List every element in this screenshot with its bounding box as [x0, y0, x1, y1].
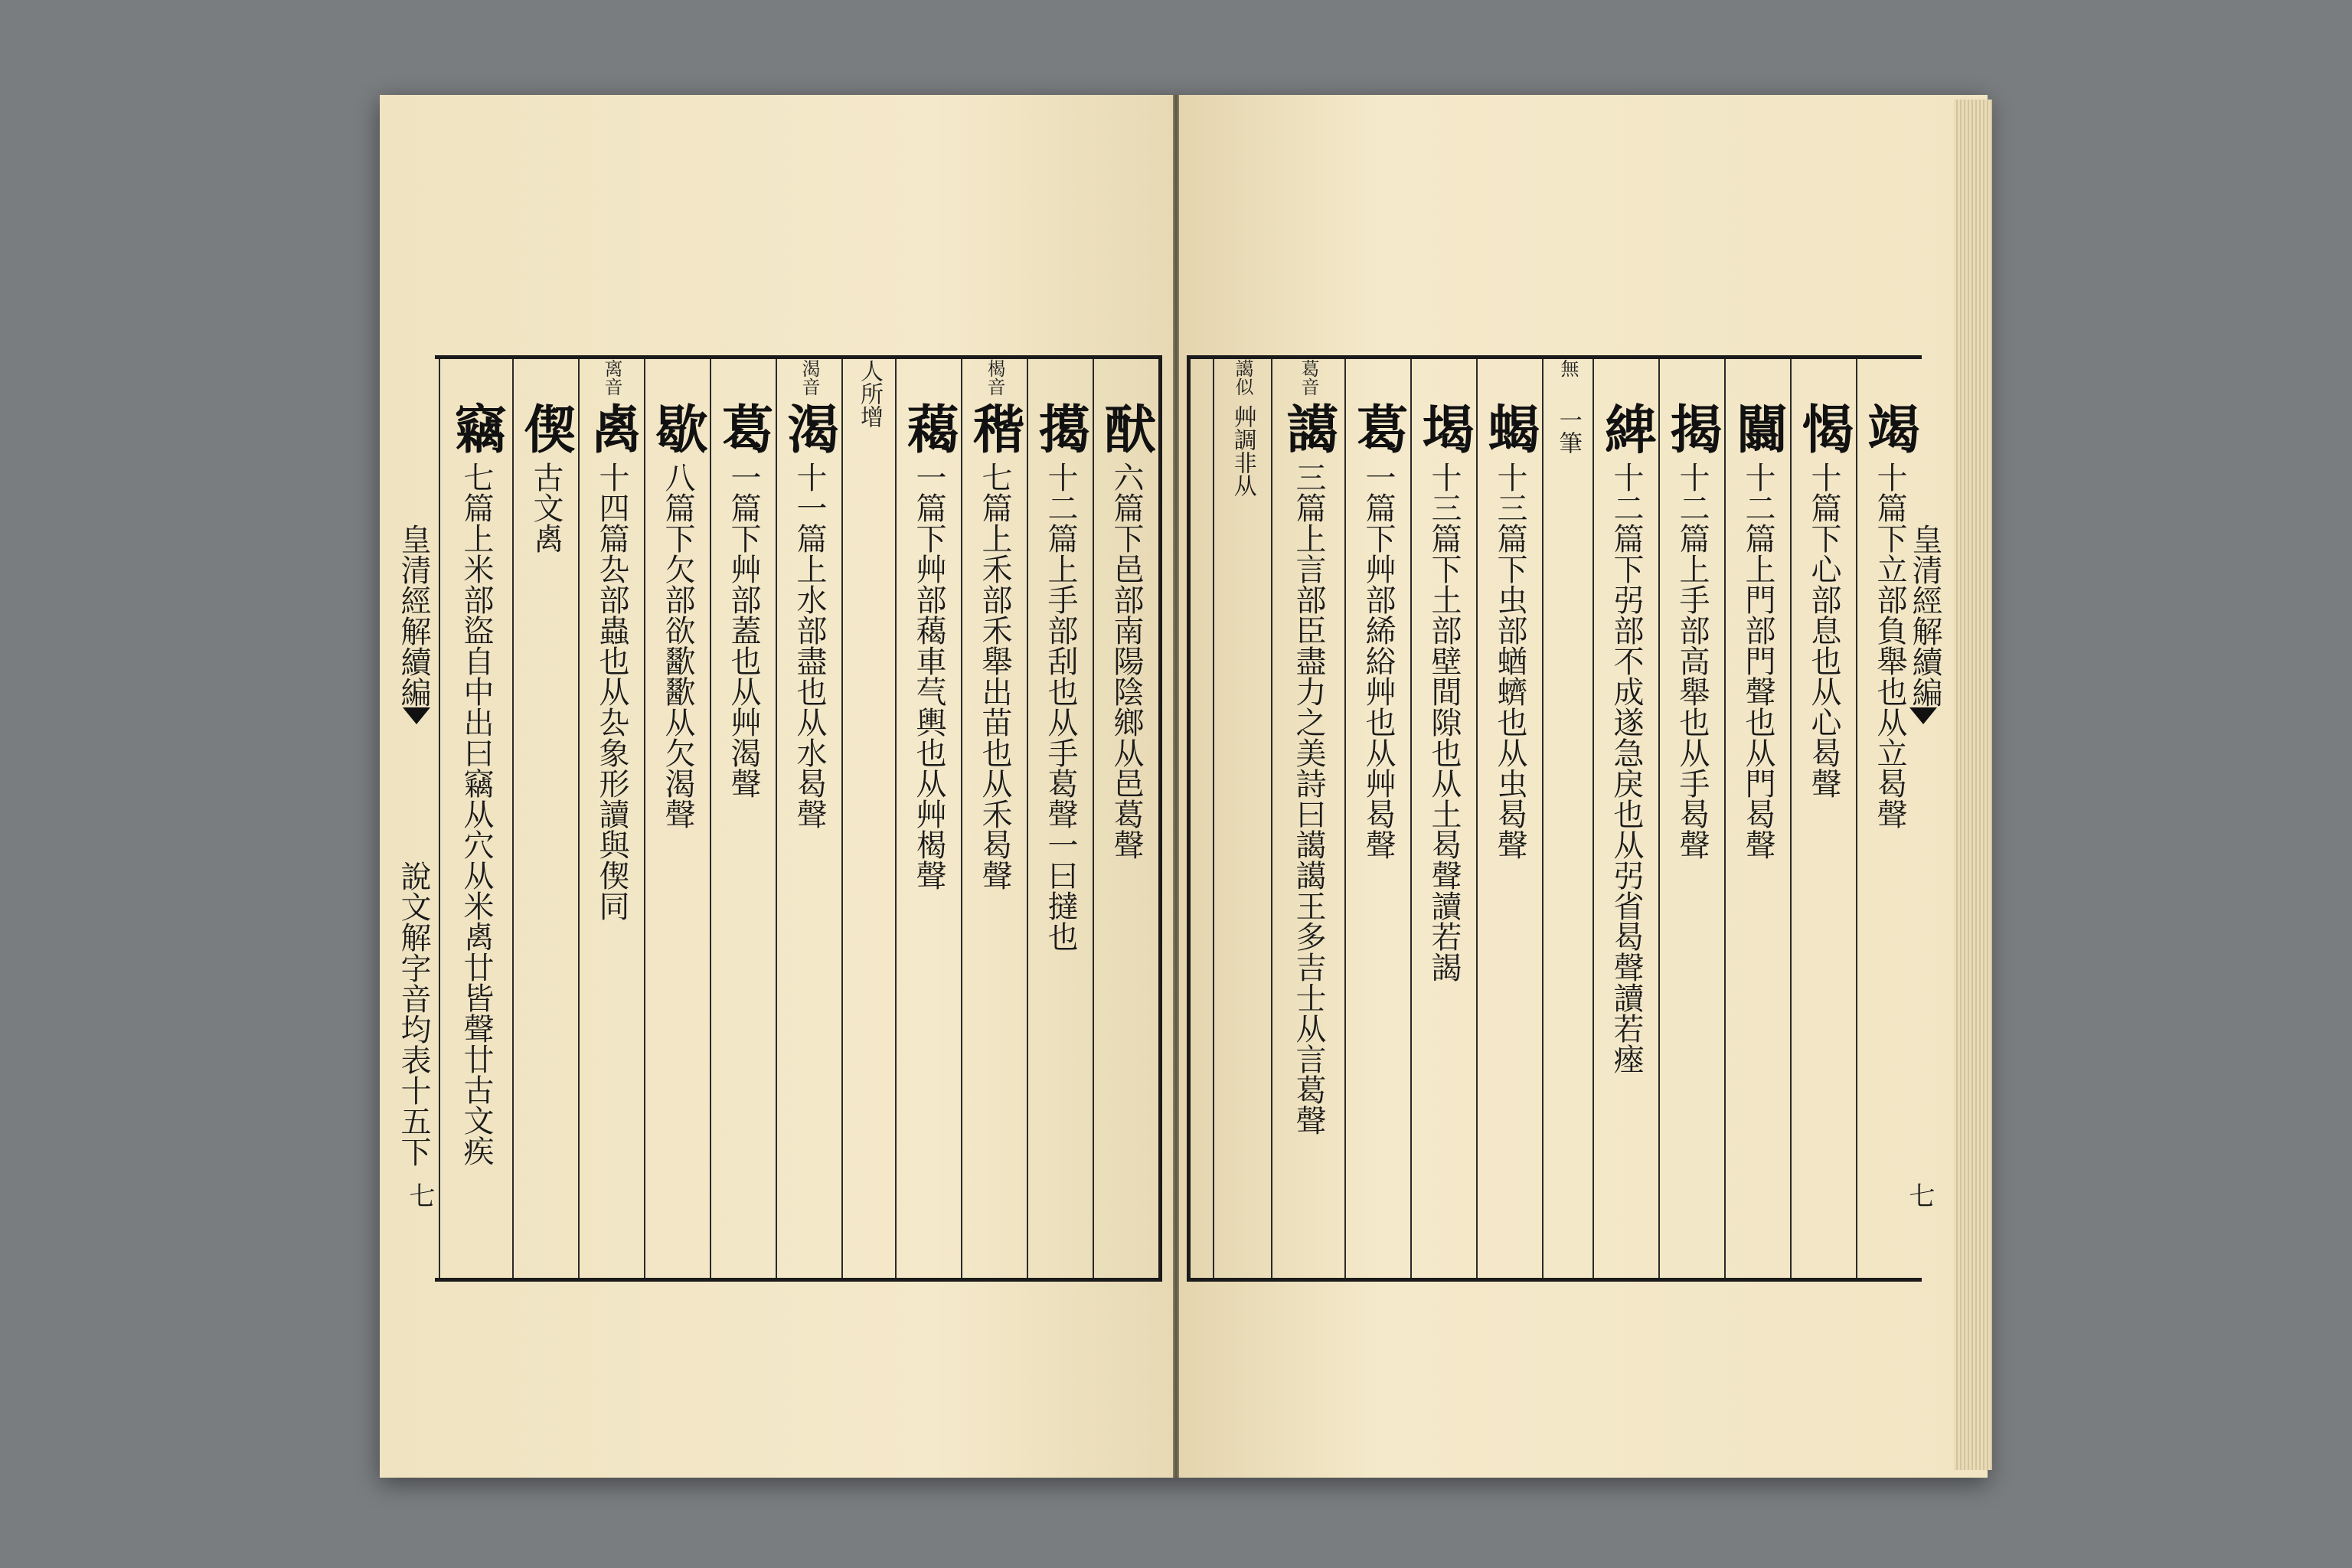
entry-gloss: 八篇下欠部欲歠歠从欠渴聲 [660, 462, 695, 829]
entry-column [841, 359, 895, 1278]
entry-headword: 擖 [1030, 402, 1091, 456]
left-section-title: 說文解字音均表十五下 [396, 861, 431, 1167]
entry-column [1027, 359, 1093, 1278]
entry-headword: 蝎 [1479, 402, 1540, 456]
entry-column [1592, 359, 1658, 1278]
entry-gloss: 十二篇下弜部不成遂急戾也从弜省曷聲讀若瘞 [1609, 462, 1644, 1074]
entry-headword: 愒 [1793, 402, 1854, 456]
entry-headword: 堨 [1413, 402, 1475, 456]
entry-gloss: 十二篇上門部門聲也从門曷聲 [1740, 462, 1775, 860]
entry-headword: 綼 [1596, 402, 1657, 456]
entry-column [512, 359, 578, 1278]
entry-column [1856, 359, 1922, 1278]
entry-headword: 藒 [898, 402, 959, 456]
entry-column [1093, 359, 1158, 1278]
entry-gloss: 一筆 [1554, 408, 1582, 454]
left-text-frame [435, 355, 1162, 1282]
entry-annotation: 渴音 [799, 359, 820, 396]
entry-column [644, 359, 710, 1278]
left-folio: 七 [404, 1182, 435, 1208]
fishtail-mark [403, 707, 430, 724]
book-gutter [1173, 95, 1179, 1478]
entry-gloss: 一篇下艸部藒車芞輿也从艸楬聲 [911, 462, 946, 890]
entry-headword: 偰 [515, 402, 577, 456]
entry-gloss: 一篇下艸部蓋也从艸渴聲 [726, 462, 761, 799]
entry-gloss: 十三篇下土部壁間隙也从土曷聲讀若謁 [1426, 462, 1462, 982]
entry-annotation: 譪似 [1232, 359, 1253, 396]
entry-headword: 竭 [1859, 402, 1920, 456]
entry-gloss: 十一篇上水部盡也从水曷聲 [792, 462, 827, 829]
entry-gloss: 三篇上言部臣盡力之美詩曰譪譪王多吉士从言葛聲 [1291, 462, 1326, 1135]
entry-gloss: 一篇下艸部絺綌艸也从艸曷聲 [1361, 462, 1396, 860]
right-folio: 七 [1904, 1182, 1935, 1208]
entry-gloss: 七篇上禾部禾舉出苗也从禾曷聲 [977, 462, 1012, 890]
entry-gloss: 十篇下立部負舉也从立曷聲 [1872, 462, 1907, 829]
entry-column [1542, 359, 1592, 1278]
entry-annotation: 离音 [601, 359, 622, 396]
entry-gloss: 艸調非从 [1229, 405, 1256, 497]
right-text-frame [1187, 355, 1922, 1282]
entry-column [961, 359, 1027, 1278]
entry-gloss: 古文禼 [528, 462, 564, 554]
entry-column [895, 359, 961, 1278]
entry-column [1476, 359, 1542, 1278]
entry-column [578, 359, 644, 1278]
entry-headword: 䣭 [1096, 402, 1157, 456]
right-margin-title: 皇清經解續編 [1907, 524, 1942, 707]
entry-headword: 歇 [647, 402, 708, 456]
entry-gloss: 十四篇厹部蟲也从厹象形讀與偰同 [594, 462, 629, 921]
entry-gloss: 六篇下邑部南陽陰鄉从邑葛聲 [1109, 462, 1144, 860]
entry-headword: 揭 [1661, 402, 1723, 456]
entry-column [439, 359, 512, 1278]
entry-annotation: 人所增 [856, 359, 883, 428]
entry-gloss: 十二篇上手部刮也从手葛聲一曰撻也 [1043, 462, 1078, 952]
entry-column [1344, 359, 1410, 1278]
entry-column [776, 359, 841, 1278]
entry-column [1213, 359, 1271, 1278]
entry-headword: 稭 [964, 402, 1025, 456]
right-page [1179, 95, 1988, 1478]
entry-headword: 竊 [446, 402, 507, 456]
entry-gloss: 十篇下心部息也从心曷聲 [1806, 462, 1841, 799]
open-book [380, 95, 1988, 1478]
entry-headword: 葛 [1348, 402, 1409, 456]
entry-column [710, 359, 776, 1278]
entry-column [1790, 359, 1856, 1278]
entry-gloss: 十三篇下虫部蝤蠐也从虫曷聲 [1492, 462, 1527, 860]
entry-annotation: 無 [1557, 359, 1579, 377]
left-columns [435, 359, 1158, 1278]
right-columns [1191, 359, 1922, 1278]
entry-gloss: 十二篇上手部高舉也从手曷聲 [1674, 462, 1710, 860]
entry-headword: 渴 [779, 402, 840, 456]
entry-headword: 闒 [1727, 402, 1788, 456]
entry-annotation: 楬音 [984, 359, 1005, 396]
entry-column [1271, 359, 1344, 1278]
page-edges [1954, 100, 1992, 1470]
left-page [380, 95, 1173, 1478]
entry-headword: 葛 [713, 402, 774, 456]
entry-gloss: 七篇上米部盜自中出曰竊从穴从米禼廿皆聲廿古文疾 [459, 462, 494, 1166]
entry-column [1724, 359, 1790, 1278]
entry-column [1658, 359, 1724, 1278]
left-margin-title: 皇清經解續編 [396, 524, 431, 707]
entry-headword: 譪 [1278, 402, 1339, 456]
entry-annotation: 葛音 [1298, 359, 1319, 396]
entry-column [1410, 359, 1476, 1278]
entry-headword: 禼 [581, 402, 642, 456]
